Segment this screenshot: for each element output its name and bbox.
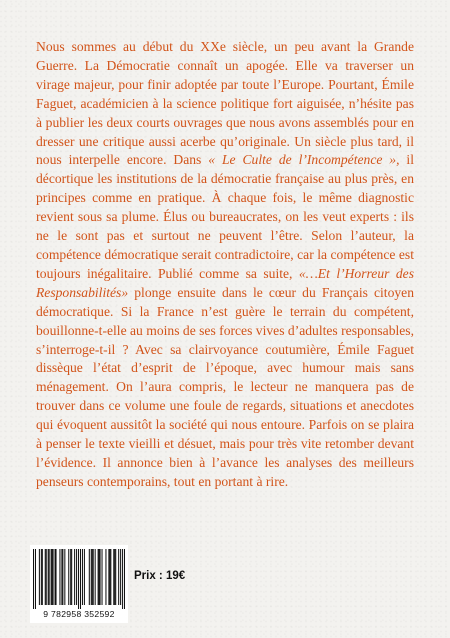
blurb-text-2: , il décortique les institutions de la démocratie française au plus près, en principes comme en pratique. À chaque fois, le même diagnostic revient sous sa plume. Élus ou bureaucrates, on les veut experts : ils ne le sont pas et surtout ne peuvent l’être. Selon l’auteur, la compétence démocratique serait contradictoire, car la compétence est toujours inégalitaire. Publié comme sa suite,: [36, 152, 414, 281]
barcode-bar: [35, 549, 36, 609]
barcode-bar: [110, 549, 111, 605]
barcode-bar: [95, 549, 96, 605]
barcode-bar: [122, 549, 123, 609]
barcode-bar: [99, 549, 100, 605]
barcode-bar: [80, 549, 81, 609]
back-cover-blurb: [36, 38, 414, 492]
barcode-bar: [120, 549, 121, 605]
barcode-bar: [108, 549, 109, 605]
blurb-text-3: plonge ensuite dans le cœur du Français citoyen démocratique. Si la France n’est guère le terrain du compétent, bouillonne-t-elle au moins de ses forces vives d’adultes responsables, s’interroge-t-il ? Avec sa clairvoyance coutumière, Émile Faguet dissèque l’état d’esprit de l’époque, avec humour mais sans ménagement. On l’aura compris, le lecteur ne manquera pas de trouver dans ce volume une foule de regards, situations et anecdotes qui évoquent aussitôt la société qui nous entoure. Parfois on se plaira à penser le texte vieilli et désuet, mais pour très vite retomber devant l’évidence. Il annonce bien à l’avance les analyses des meilleurs penseurs contemporains, tout en portant à rire.: [36, 284, 414, 489]
barcode-bar: [42, 549, 43, 605]
barcode-bar: [46, 549, 47, 605]
barcode-bar: [98, 549, 99, 605]
book-title-2: «…Et l’Horreur des Responsabilités»: [36, 265, 414, 300]
barcode-bar: [59, 549, 60, 605]
barcode-bar: [53, 549, 54, 605]
barcode-bar: [45, 549, 46, 605]
barcode-bar: [109, 549, 110, 605]
price-label: Prix : 19€: [134, 570, 186, 582]
barcode-bar: [89, 549, 90, 605]
barcode-bar: [70, 549, 71, 605]
barcode-bar: [39, 549, 40, 605]
barcode-bar: [52, 549, 53, 605]
barcode-bar: [51, 549, 52, 605]
barcode-bar: [92, 549, 93, 605]
barcode-bar: [113, 549, 114, 605]
barcode-bar: [91, 549, 92, 605]
barcode-bar: [48, 549, 49, 605]
barcode-bar: [56, 549, 57, 605]
barcode-bar: [71, 549, 72, 605]
barcode-bar: [118, 549, 119, 605]
barcode-bar: [100, 549, 101, 605]
barcode-bar: [78, 549, 79, 609]
book-title-1: « Le Culte de l’Incompétence »: [208, 152, 397, 168]
isbn-barcode: [30, 545, 128, 623]
blurb-text-1: Nous sommes au début du XXe siècle, un peu avant la Grande Guerre. La Démocratie connaît un apogée. Elle va traverser un virage majeur, pour finir adoptée par toute l’Europe. Pourtant, Émile Faguet, académicien à la science politique fort aiguisée, n’hésite pas à publier les deux courts ouvrages que nous avons assemblés pour en dresser une critique aussi acerbe qu’originale. Un siècle plus tard, il nous interpelle encore. Dans: [36, 39, 414, 168]
barcode-bar: [68, 549, 69, 605]
barcode-bar: [74, 549, 75, 605]
isbn-number: 9 782958 352592: [43, 609, 115, 619]
barcode-bar: [84, 549, 85, 605]
barcode-bar: [33, 549, 34, 609]
barcode-bar: [49, 549, 50, 605]
barcode-bar: [62, 549, 63, 605]
barcode-bar: [102, 549, 103, 605]
barcode-bar: [114, 549, 115, 605]
barcode-bar: [105, 549, 106, 605]
barcode-bars: [33, 549, 125, 609]
barcode-bar: [76, 549, 77, 605]
barcode-bar: [93, 549, 94, 605]
barcode-bar: [55, 549, 56, 605]
barcode-bar: [64, 549, 65, 605]
barcode-bar: [61, 549, 62, 605]
barcode-bar: [82, 549, 83, 605]
barcode-bar: [115, 549, 116, 605]
barcode-bar: [124, 549, 125, 609]
barcode-bar: [41, 549, 42, 605]
